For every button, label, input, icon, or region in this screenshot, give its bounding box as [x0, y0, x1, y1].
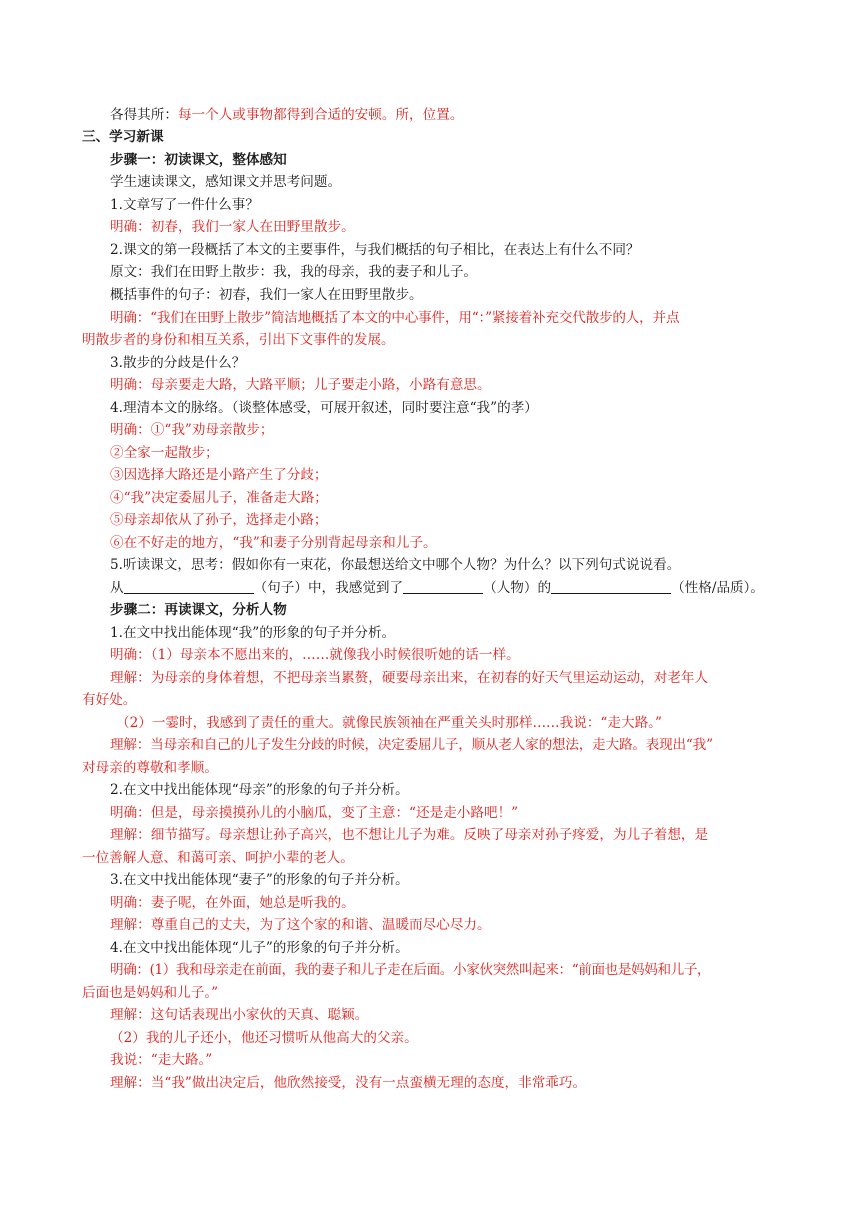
summary-sentence: 概括事件的句子：初春，我们一家人在田野里散步。	[110, 287, 423, 303]
step2-q1-understanding-1-line2: 有好处。	[82, 692, 137, 708]
step1-answer-2-line2: 明散步者的身份和相互关系，引出下文事件的发展。	[82, 332, 395, 348]
step1-question-1: 1.文章写了一件什么事？	[110, 197, 259, 213]
fill-part-3: （性格/品质）。	[671, 580, 765, 596]
intro-label: 各得其所：	[110, 107, 178, 123]
step1-answer-3: 明确：母亲要走大路，大路平顺；儿子要走小路，小路有意思。	[110, 377, 491, 393]
step2-q4-understanding-2: 理解：当“我”做出决定后，他欣然接受，没有一点蛮横无理的态度，非常乖巧。	[110, 1075, 587, 1091]
step1-question-4: 4.理清本文的脉络。（谈整体感受，可展开叙述，同时要注意“我”的孝）	[110, 400, 538, 416]
blank-character[interactable]	[551, 579, 671, 594]
blank-person[interactable]	[403, 579, 483, 594]
step2-q4-answer-2: （2）我的儿子还小，他还习惯听从他高大的父亲。	[110, 1030, 418, 1046]
step2-q4-answer-1-line1: 明确：(1）我和母亲走在前面，我的妻子和儿子走在后面。小家伙突然叫起来：“前面也是妈妈和儿子，	[110, 962, 711, 978]
step1-question-5: 5.听读课文，思考：假如你有一束花，你最想送给文中哪个人物？为什么？以下列句式说说看。	[110, 557, 681, 573]
section-heading: 三、学习新课	[82, 129, 164, 145]
step2-q3-understanding: 理解：尊重自己的丈夫，为了这个家的和谐、温暖而尽心尽力。	[110, 917, 491, 933]
step2-q1-understanding-1-line1: 理解：为母亲的身体着想，不把母亲当累赘，硬要母亲出来，在初春的好天气里运动运动，对老年人	[110, 670, 709, 686]
step1-answer-2-line1: 明确：“我们在田野上散步”简洁地概括了本文的中心事件，用“：”紧接着补充交代散步的人，并点	[110, 310, 680, 326]
original-text: 原文：我们在田野上散步：我，我的母亲，我的妻子和儿子。	[110, 264, 478, 280]
step2-q1-understanding-2-line2: 对母亲的尊敬和孝顺。	[82, 760, 218, 776]
blank-sentence[interactable]	[124, 579, 254, 594]
intro-definition: 每一个人或事物都得到合适的安顿。所，位置。	[177, 107, 464, 123]
outline-item: 明确：①“我”劝母亲散步；	[110, 422, 274, 438]
outline-item: ②全家一起散步；	[110, 445, 219, 461]
step1-question-3: 3.散步的分歧是什么？	[110, 355, 246, 371]
step2-q2-answer: 明确：但是，母亲摸摸孙儿的小脑瓜，变了主意：“还是走小路吧！”	[110, 805, 519, 821]
outline-item: ③因选择大路还是小路产生了分歧；	[110, 467, 328, 483]
step1-instruction: 学生速读课文，感知课文并思考问题。	[110, 174, 342, 190]
step2-question-4: 4.在文中找出能体现“儿子”的形象的句子并分析。	[110, 940, 409, 956]
outline-item: ⑤母亲却依从了孙子，选择走小路；	[110, 512, 328, 528]
step2-q2-understanding-line1: 理解：细节描写。母亲想让孙子高兴，也不想让儿子为难。反映了母亲对孙子疼爱，为儿子着想，是	[110, 827, 709, 843]
fill-from: 从	[110, 580, 124, 596]
step2-q2-understanding-line2: 一位善解人意、和蔼可亲、呵护小辈的老人。	[82, 850, 354, 866]
step2-q4-quote: 我说：“走大路。”	[110, 1052, 213, 1068]
intro-line	[110, 105, 463, 125]
step2-q4-answer-1-line2: 后面也是妈妈和儿子。”	[82, 985, 219, 1001]
step2-q1-understanding-2-line1: 理解：当母亲和自己的儿子发生分歧的时候，决定委屈儿子，顺从老人家的想法，走大路。表现出“我”	[110, 737, 713, 753]
step2-question-1: 1.在文中找出能体现“我”的形象的句子并分析。	[110, 625, 396, 641]
step2-question-2: 2.在文中找出能体现“母亲”的形象的句子并分析。	[110, 782, 409, 798]
step2-title: 步骤二：再读课文，分析人物	[110, 602, 287, 618]
fill-part-2: （人物）的	[483, 580, 552, 596]
fill-part-1: （句子）中，我感觉到了	[253, 580, 404, 596]
step1-answer-1: 明确：初春，我们一家人在田野里散步。	[110, 219, 355, 235]
step2-question-3: 3.在文中找出能体现“妻子”的形象的句子并分析。	[110, 872, 409, 888]
step2-q4-understanding-1: 理解：这句话表现出小家伙的天真、聪颖。	[110, 1007, 369, 1023]
step2-q3-answer: 明确：妻子呢，在外面，她总是听我的。	[110, 895, 355, 911]
step2-q1-answer-1: 明确：（1）母亲本不愿出来的，……就像我小时候很听她的话一样。	[110, 647, 520, 663]
fill-in-sentence	[110, 578, 764, 598]
outline-item: ④“我”决定委屈儿子，准备走大路；	[110, 490, 328, 506]
step2-q1-answer-2: （2）一霎时，我感到了责任的重大。就像民族领袖在严重关头时那样……我说：“走大路。”	[116, 715, 662, 731]
outline-item: ⑥在不好走的地方，“我”和妻子分别背起母亲和儿子。	[110, 535, 437, 551]
step1-question-2: 2.课文的第一段概括了本文的主要事件，与我们概括的句子相比，在表达上有什么不同？	[110, 242, 640, 258]
step1-title: 步骤一：初读课文，整体感知	[110, 152, 287, 168]
